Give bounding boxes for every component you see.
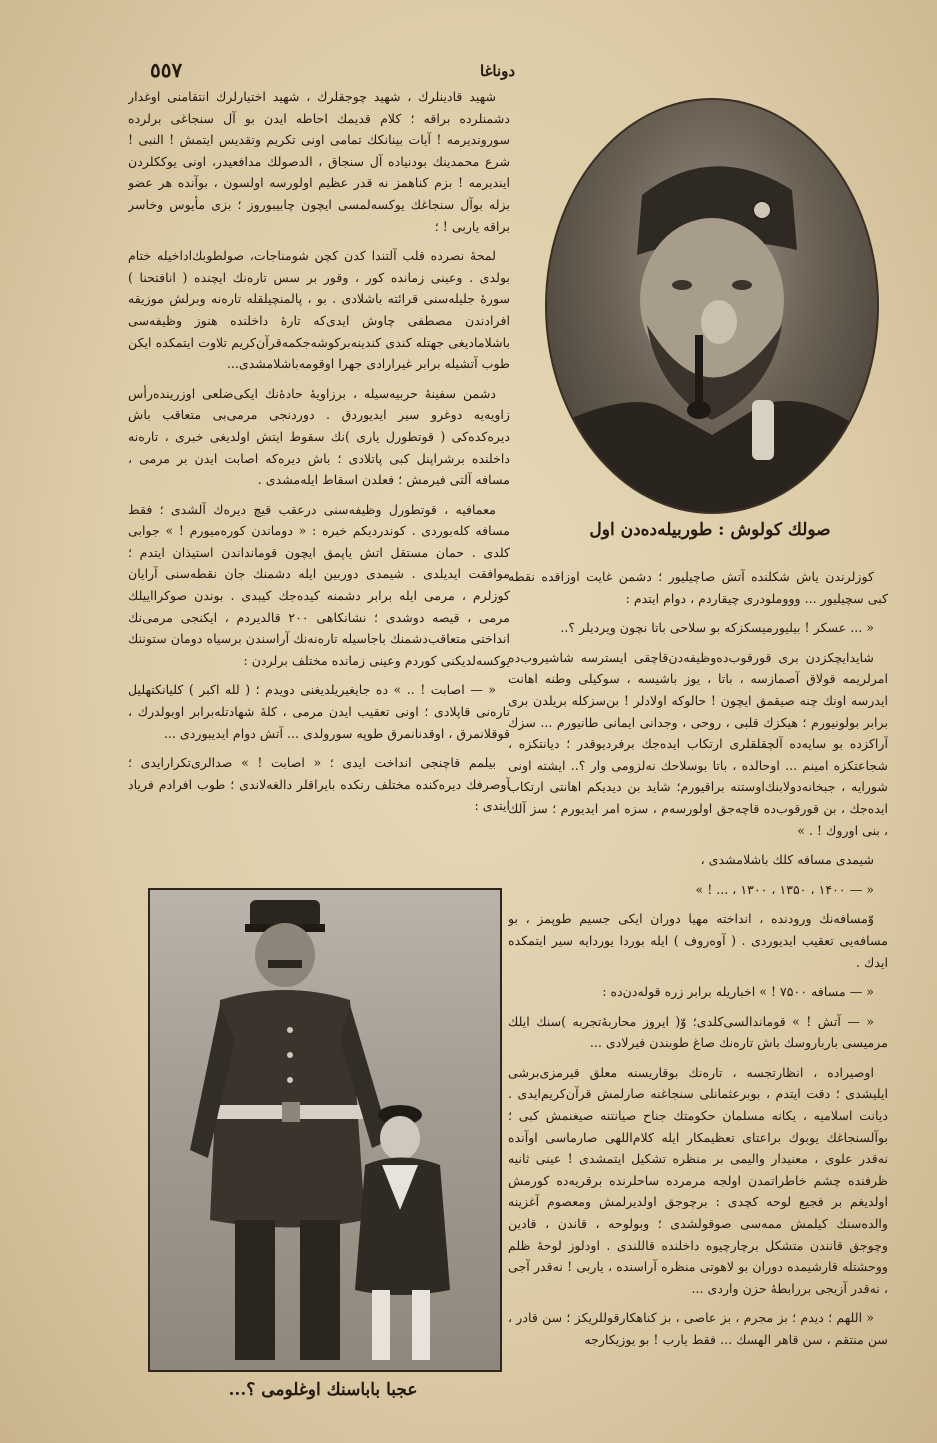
paragraph: شایدایچكزدن بری قورقوب‌ده‌وظیفه‌دن‌قاچقی ایسترسه‌ شاشیروب‌ده امرلریمه قولاق آصمازسه ، باتا ، یوز باشیسه ، سوكیلی وطنه اهانت ایدرسه اونك چنه صیقمق ایچون ! حالوكه اولادلر ! بن‌سزكله بریلدن بری برابر بولونیورم ؛ هیكزك قلبی ، روحی ، وجدانی ایمانی طانیورم ... سزك آراكزده بو سایه‌ده آلچقلقلری ارتكاب ایده‌جك برفردیوقدر ؛ دیانتكزه ، شجاعتكزه امینم ... اوحالده ، باتا بوسلاحك نه‌لزومی وار ؟.. ایشته اونی شورایه ، جبخانه‌دولابنك‌اوستنه براقیورم؛ شاید بن دیدیكم اهانتی ارتكاب ایده‌جك ، بن قورقوب‌ده قاچه‌جق اولورسه‌م ، سزه امر ایدیورم ؛ سز آلك ، بنی اوروك ! . » <box>508 649 888 838</box>
paragraph: كوزلرندن یاش شكلنده آتش صاچیلیور ؛ دشمن غایت اوزاقده نقطه كبی سچیلیور ... وووملودری چیقاردم ، دوام ایتدم : <box>508 569 888 606</box>
soldier-and-child-illustration <box>150 890 500 1370</box>
paragraph: « اللهم ؛ دیدم ؛ بز مجرم ، بز عاصی ، بز كناهكار‌قوللریكز ؛ سن قادر ، سن منتقم ، سن قاهر الهسك ... فقط یارب ! بو یوزیكارجه <box>508 1310 888 1347</box>
paragraph: « ... عسكر ! بیلیورمیسكزكه بو سلاحی باتا نچون ویردیلر ؟.. <box>560 620 874 636</box>
paragraph: « — مسافه ۷۵۰۰ ! » اخباریله برابر زره قوله‌دن‌ده : <box>602 984 874 1000</box>
paragraph: « — اصابت ! .. » ده جایغیر‌یلدیغنی دویدم ؛ ( لله اكبر ) كلیانكتهلیل تاره‌نی قاپلادی ؛ اونی تعقیب ایدن مرمی ، كلهٔ شهادتله‌برابر اوبولدرك ، قوقلانمرق ، اوقدنانمرق طوپه سورولدی ... آتش دوام ایدیبوردی ... <box>128 682 510 741</box>
soldier-portrait-illustration <box>547 100 877 512</box>
paragraph: معمافیه ، قوتطورل وظیفه‌سنی درعقب قیچ دیره‌ك آلشدی ؛ فقط مسافه كله‌بوردی . كوندردیكم خبره : « دوماندن كوره‌میورم ! » جوابی كلدی . حمان مستقل اتش یاپمق ایچون قومانداندن استیذان ایتدم ؛ موافقت ایدیلدی . شیمدی دوربین ایله دشمنك جان نقطه‌سنی آرایان كوزلرم ، مرمی ایله برابر دشمنه كیده‌جك كیبدی . بوندن صوكرا‌اییلك مرمی ، قیصه دوشدی ؛ نشانكاهی ۲۰۰ قالدیردم ، ایكنجی مرمی‌نك انداختی متعاقب‌دشمنك باجاسیله تاره‌نه‌نك آراسندن برسیاه دومان ستوننك یوكسه‌لدیكنی كوردم وعینی زمانده مختلف برلردن : <box>128 501 510 668</box>
article-column-right <box>508 566 888 1396</box>
portrait-caption: صولك كولوش : طوربيله‌ده‌دن اول <box>589 520 831 540</box>
paragraph: شهید قادینلرك ، شهید چوجقلرك ، شهید اختیارلرك انتقامنی اوغدار دشمنلرده براقه ؛ كلام قدیمك احاطه ایدن بو آل سنجاغی برلرده سورونديرمه ! آیات بینانكك تمامی اونی تكریم وتقدیس ايتمش ! النبی ! شرع محمدینك بودنیاده آل سنجاق ، الدصولك مدافعیدر، اونی یوككلردن ايندیرمه ! بزم كناهمز نه قدر عظیم اولورسه اولسون ، بوآنده هر عضو بزله بوآل سنجاغك یوكسه‌لمسی ایچون چابیبوروز ؛ بزی مأیوس وخاسر براقه یاربی ! ؛ <box>128 89 510 234</box>
paragraph: « — آتش ! » قوماندالسی‌كلدی؛ وّ( ایروز محاربهٔ‌تجربه )سنك ایلك مرمیسی بارباروسك باش تاره‌نك صاغ طوبندن فیرلادی ... <box>508 1013 888 1051</box>
portrait-photo <box>545 98 879 514</box>
paragraph: بیلمم قاچنجی انداخت ایدی ؛ « اصابت ! » صدالری‌تكرارایدی ؛ آوصرفك دیره‌كنده مختلف رنكده بایراقلر دالغه‌لاندی ؛ طوب افرادم فریاد ایتدی : <box>128 755 510 814</box>
paragraph: وّمسافه‌نك ورودنده ، انداخته مهیا دوران ایكی جسیم طوپمز ، بو مسافه‌یی تعقیب ایدیوردی . ( آوه‌روف ) ایله بوردا یوردایه سیر ایتمكده ایدك . <box>508 911 888 970</box>
paragraph: لمحهٔ نصرده قلب آلتندا كدن كچن شومناجات، صولطوبك‌اداخیله ختام بولدی . وعینی زمانده كور ، وقور بر سس تاره‌نك ایچنده ( انافتحنا ) سورهٔ جلیله‌سنی قرائته باشلادی . بو ، پالمنچیلقله تاره‌نه وبرلش موزیقه افرادندن مصطفی چاوش ایدی‌كه تارهٔ داخلنده هنوز وظیفه‌سی باشلامادیغی جهتله كندی كندینه‌برکوشه‌جکمه‌قرآن‌کریم تلاوت ایتمكده ایكن طوب آتشیله برابر غیرارادی جهرا اوقومه‌باشلامشدی... <box>128 248 510 372</box>
paragraph: اوصیراده ، انظارتجسه ، تاره‌نك بوقاریسنه معلق قیرمزی‌برشی ایلیشدی ؛ دقت ایتدم ، بوبرعثمانلی سنجاغنه صارلمش قرآن‌كریم‌ایدی . دیانت اسلامیه ، یكانه مسلمان حكومتك جناح صیانتنه صیغنمش كبی ؛ بوآلسنجاغك یوبوك براعتای تعظیمكار ایله كلام‌اللهی صارماسی اوآنده نه‌قدر علوی ، معنیدار والیمی بر منظره تشكیل ایتمشدی ! عینی ثانیه ظرفنده چشم خاطراتمدن اولجه مرمرده ساحلرنده برقریه‌ده كورمش اولدیغم بر فجیع لوحه كچدی : برچوجق‌ اولدیرلمش ومعصوم آغزینه والده‌سنك كیلمش ممه‌سی صوقولشدی ؛ وبولوحه ، قاندن ، قادین وچوجق قانندن متشكل برچارچیوه داخلنده قاللندی . اودلوز لوحهٔ ظلم ووحشتله قارشیمده دوران بو لاهوتی منظره آراسنده ، یاربی ! نه‌قدر آجی ، نه‌قدر آزیجی بررابطهٔ حزن واردی ... <box>508 1064 888 1296</box>
paragraph: « — ۱۴۰۰ ، ۱۳۵۰ ، ۱۳۰۰ ، ... ! » <box>695 881 874 897</box>
paragraph: دشمن سفینهٔ حربیه‌سیله ، برزاویهٔ حادهٔ‌نك ایكی‌ضلعی اوزرینده‌رأس زاویه‌یه دوغرو سیر ایدیوردق . دوردنجی مرمی‌بی متعاقب باش دیره‌كده‌كی ( قوتطورل یاری )نك سقوط ایتش اولدیغی خبری ، تاره‌نه داخلنده برشراپنل كبی پاتلادی ؛ باش دیره‌كه اصابت ایدن بر مرمی ، مسافه آلتی فیرمش ؛ فعلدن اسقاط ایله‌مشدی . <box>128 385 510 488</box>
father-child-photo <box>148 888 502 1372</box>
page-number: ٥٥٧ <box>150 58 183 82</box>
article-column-left <box>128 86 510 856</box>
paragraph: شیمدی مسافه كلك باشلامشدی ، <box>700 852 874 868</box>
journal-name: دوناغا <box>480 62 516 80</box>
father-child-caption: عجبا باباسنك اوغلومی ؟... <box>228 1380 418 1400</box>
